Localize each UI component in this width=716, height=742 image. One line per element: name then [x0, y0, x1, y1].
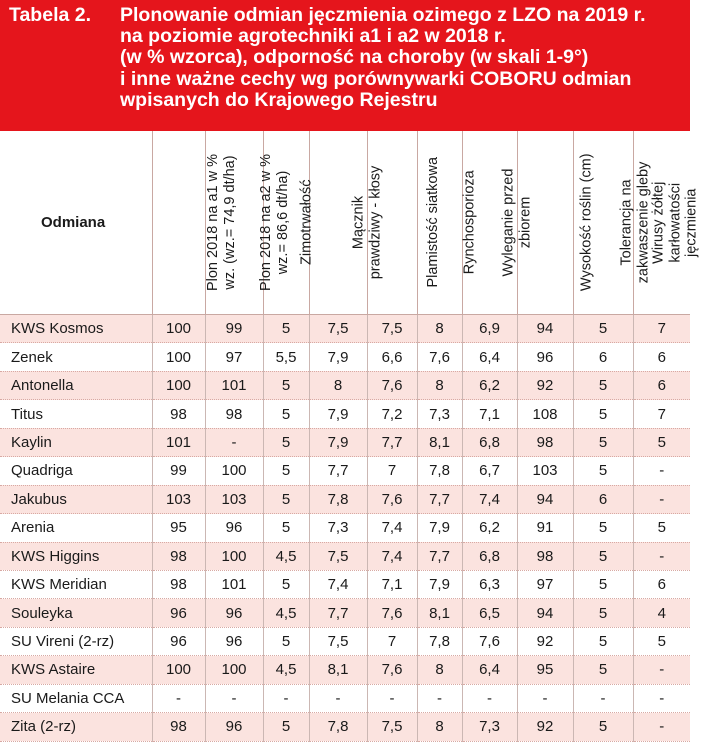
table-cell: 4 [633, 599, 690, 627]
table-cell: - [517, 684, 573, 712]
variety-name: SU Melania CCA [0, 684, 152, 712]
table-row [0, 371, 690, 399]
table-cell: 95 [517, 656, 573, 684]
table-row [0, 656, 690, 684]
table-cell: 100 [205, 542, 263, 570]
table-cell: 98 [152, 400, 205, 428]
table-cell: 7,2 [367, 400, 417, 428]
table-cell: 7,9 [309, 428, 367, 456]
table-cell: 5 [263, 570, 309, 598]
table-cell: 7,9 [309, 400, 367, 428]
caption-line-2: na poziomie agrotechniki a1 i a2 w 2018 r. [120, 25, 506, 48]
table-caption [0, 0, 690, 131]
table-cell: 5 [263, 514, 309, 542]
column-header-line: Plon 2018 na a2 w % [257, 153, 274, 292]
variety-name: Antonella [0, 371, 152, 399]
table-cell: 94 [517, 315, 573, 343]
caption-line-1: Plonowanie odmian jęczmienia ozimego z LZO na 2019 r. [120, 4, 646, 26]
column-header-line: Mącznik [349, 195, 366, 250]
table-cell: 98 [152, 570, 205, 598]
table-cell: - [417, 684, 462, 712]
table-cell: 5 [573, 400, 633, 428]
table-cell: 7 [367, 627, 417, 655]
table-cell: 95 [152, 514, 205, 542]
table-cell: 5 [573, 315, 633, 343]
table-cell: 6 [633, 343, 690, 371]
table-cell: 94 [517, 485, 573, 513]
table-cell: 7,7 [309, 599, 367, 627]
table-cell: 7,4 [367, 542, 417, 570]
table-cell: 8 [417, 656, 462, 684]
variety-name: KWS Kosmos [0, 315, 152, 343]
table-cell: 7,5 [367, 315, 417, 343]
column-header [309, 131, 383, 315]
caption-first-line [9, 5, 682, 26]
table-cell: 5 [573, 514, 633, 542]
column-header-text [578, 154, 595, 292]
table-cell: 7,8 [309, 485, 367, 513]
table-row [0, 343, 690, 371]
table-cell: 96 [205, 627, 263, 655]
table-cell: 7,7 [309, 457, 367, 485]
table-cell: 98 [517, 542, 573, 570]
table-row [0, 713, 690, 741]
variety-name: Kaylin [0, 428, 152, 456]
table-cell: - [633, 684, 690, 712]
table-cell: 6,2 [462, 514, 517, 542]
table-cell: 99 [152, 457, 205, 485]
table-cell: - [573, 684, 633, 712]
table-cell: 100 [152, 315, 205, 343]
table-cell: 4,5 [263, 542, 309, 570]
column-header-text [350, 166, 383, 280]
column-header-line: jęczmienia [682, 188, 699, 257]
header-row [0, 131, 690, 315]
table-cell: - [633, 656, 690, 684]
table-cell: 5 [573, 627, 633, 655]
table-row [0, 684, 690, 712]
table-cell: 7,6 [462, 627, 517, 655]
variety-name: KWS Astaire [0, 656, 152, 684]
table-cell: 6,6 [367, 343, 417, 371]
variety-name: Arenia [0, 514, 152, 542]
table-cell: 7,7 [417, 542, 462, 570]
column-header-text [205, 154, 238, 291]
table-cell: 98 [517, 428, 573, 456]
table-cell: 7,1 [367, 570, 417, 598]
table-cell: 5 [263, 713, 309, 741]
table-cell: 7,3 [417, 400, 462, 428]
variety-name: KWS Higgins [0, 542, 152, 570]
table-cell: 7,6 [367, 656, 417, 684]
column-header-line: Wyleganie przed [499, 168, 516, 277]
column-header-line: Zimotrwałość [297, 179, 314, 266]
table-cell: 7,5 [309, 627, 367, 655]
table-cell: - [367, 684, 417, 712]
column-header-text [425, 157, 442, 288]
table-cell: 5,5 [263, 343, 309, 371]
table-cell: 7,4 [309, 570, 367, 598]
variety-name: Titus [0, 400, 152, 428]
column-header-text [461, 171, 478, 275]
table-cell: 4,5 [263, 599, 309, 627]
table-cell: 5 [573, 713, 633, 741]
table-cell: 8,1 [309, 656, 367, 684]
table-cell: 5 [573, 428, 633, 456]
table-cell: - [263, 684, 309, 712]
table-cell: 7,1 [462, 400, 517, 428]
table-cell: 91 [517, 514, 573, 542]
table-cell: 5 [263, 400, 309, 428]
table-cell: 100 [152, 371, 205, 399]
column-header-line: Wirusy żółtej [649, 181, 666, 264]
variety-name: Quadriga [0, 457, 152, 485]
table-row [0, 315, 690, 343]
table-cell: 5 [633, 627, 690, 655]
table-cell: 5 [263, 315, 309, 343]
table-cell: 98 [152, 542, 205, 570]
table-row [0, 570, 690, 598]
variety-name: KWS Meridian [0, 570, 152, 598]
table-cell: 92 [517, 627, 573, 655]
table-cell: 100 [205, 457, 263, 485]
variety-name: SU Vireni (2-rz) [0, 627, 152, 655]
table-cell: - [633, 542, 690, 570]
table-cell: 5 [573, 570, 633, 598]
column-header-text [258, 154, 291, 291]
table-cell: 7,3 [309, 514, 367, 542]
table-cell: 94 [517, 599, 573, 627]
table-cell: 7,9 [417, 570, 462, 598]
table-cell: 4,5 [263, 656, 309, 684]
table-body [0, 315, 690, 742]
table-cell: 6,3 [462, 570, 517, 598]
column-header-line: zbiorem [516, 196, 533, 249]
table-cell: 101 [152, 428, 205, 456]
table-cell: 97 [517, 570, 573, 598]
column-header-line: karłowatości [666, 182, 683, 263]
table-cell: 96 [152, 599, 205, 627]
table-cell: 7,8 [417, 627, 462, 655]
table-cell: 96 [152, 627, 205, 655]
table-cell: 8 [417, 315, 462, 343]
table-cell: 6,2 [462, 371, 517, 399]
column-header-line: prawdziwy - kłosy [366, 165, 383, 280]
variety-name: Zenek [0, 343, 152, 371]
caption-line-5: wpisanych do Krajowego Rejestru [120, 88, 438, 111]
table-row [0, 457, 690, 485]
table-cell: 6 [633, 570, 690, 598]
variety-name: Zita (2-rz) [0, 713, 152, 741]
column-header-text [298, 180, 315, 265]
table-cell: 5 [633, 514, 690, 542]
table-cell: - [633, 457, 690, 485]
table-row [0, 599, 690, 627]
table-cell: 7,7 [367, 428, 417, 456]
table-cell: 7,8 [309, 713, 367, 741]
table-cell: 5 [573, 656, 633, 684]
table-cell: 7,9 [417, 514, 462, 542]
table-row [0, 542, 690, 570]
column-header-line: Rynchosporioza [461, 170, 478, 275]
table-cell: 100 [152, 656, 205, 684]
column-header-text [618, 162, 651, 284]
table-cell: - [633, 485, 690, 513]
table-row [0, 400, 690, 428]
table-cell: - [152, 684, 205, 712]
table-cell: 5 [263, 428, 309, 456]
table-cell: 6,8 [462, 542, 517, 570]
variety-name: Jakubus [0, 485, 152, 513]
table-cell: 92 [517, 371, 573, 399]
table-cell: 5 [573, 542, 633, 570]
table-cell: 96 [517, 343, 573, 371]
table-cell: 7,5 [309, 315, 367, 343]
caption-line-3: (w % wzorca), odporność na choroby (w skali 1-9°) [120, 46, 589, 69]
variety-name: Souleyka [0, 599, 152, 627]
table-cell: 7,4 [462, 485, 517, 513]
table-cell: 7,6 [367, 485, 417, 513]
table-cell: 6 [573, 485, 633, 513]
caption-line-4: i inne ważne cechy wg porównywarki COBORU odmian [120, 67, 632, 90]
table-cell: 7,3 [462, 713, 517, 741]
table-cell: - [462, 684, 517, 712]
table-cell: 7,6 [367, 371, 417, 399]
table-cell: 6,8 [462, 428, 517, 456]
table-cell: 5 [573, 371, 633, 399]
column-header-line: wz. (wz.= 74,9 dt/ha) [221, 155, 238, 290]
table-cell: 7,6 [367, 599, 417, 627]
table-cell: - [205, 428, 263, 456]
table-cell: 7 [633, 315, 690, 343]
table-cell: 96 [205, 713, 263, 741]
caption-label: Tabela 2. [9, 4, 92, 26]
table-cell: 103 [205, 485, 263, 513]
table-cell: 6 [573, 343, 633, 371]
table-cell: 5 [573, 599, 633, 627]
table-cell: 100 [205, 656, 263, 684]
table-cell: - [309, 684, 367, 712]
header-odmiana: Odmiana [0, 131, 152, 315]
table-cell: 7,5 [367, 713, 417, 741]
table-cell: 5 [573, 457, 633, 485]
table-cell: 100 [152, 343, 205, 371]
table-cell: 101 [205, 371, 263, 399]
table-cell: 7,4 [367, 514, 417, 542]
table-row [0, 514, 690, 542]
table-cell: 7,9 [309, 343, 367, 371]
table-cell: 6,9 [462, 315, 517, 343]
column-header [152, 131, 238, 315]
table-cell: 6,7 [462, 457, 517, 485]
table-cell: 8,1 [417, 428, 462, 456]
table-cell: 7,7 [417, 485, 462, 513]
table-cell: - [633, 713, 690, 741]
table-cell: 6 [633, 371, 690, 399]
column-header-line: Tolerancja na [617, 179, 634, 266]
column-header-line: zakwaszenie gleby [634, 161, 651, 284]
table-row [0, 485, 690, 513]
table-cell: 7,8 [417, 457, 462, 485]
table-cell: 5 [263, 457, 309, 485]
column-header-line: wz.= 86,6 dt/ha) [274, 170, 291, 275]
table-cell: 98 [205, 400, 263, 428]
column-header-line: Wysokość roślin (cm) [578, 153, 595, 292]
column-header-line: Plamistość siatkowa [424, 157, 441, 288]
column-header-text [500, 169, 533, 277]
column-header-text [650, 181, 700, 263]
table-cell: 92 [517, 713, 573, 741]
table-cell: 98 [152, 713, 205, 741]
table-cell: 8,1 [417, 599, 462, 627]
table-cell: 8 [309, 371, 367, 399]
table-cell: 108 [517, 400, 573, 428]
table-row [0, 627, 690, 655]
table-cell: 5 [633, 428, 690, 456]
table-cell: 97 [205, 343, 263, 371]
table-cell: 6,4 [462, 656, 517, 684]
table-cell: 6,4 [462, 343, 517, 371]
table-cell: 8 [417, 713, 462, 741]
table-cell: 7 [633, 400, 690, 428]
table-cell: 6,5 [462, 599, 517, 627]
column-header-line: Plon 2018 na a1 w % [204, 153, 221, 292]
table-cell: 103 [517, 457, 573, 485]
table-cell: 99 [205, 315, 263, 343]
table-cell: 96 [205, 599, 263, 627]
varieties-table [0, 131, 699, 742]
table-row [0, 428, 690, 456]
table-cell: 7,6 [417, 343, 462, 371]
table-cell: 103 [152, 485, 205, 513]
table-cell: 5 [263, 627, 309, 655]
table-cell: 8 [417, 371, 462, 399]
table-cell: 96 [205, 514, 263, 542]
table-cell: 7,5 [309, 542, 367, 570]
table-cell: 101 [205, 570, 263, 598]
table-cell: 5 [263, 485, 309, 513]
table-cell: - [205, 684, 263, 712]
table-cell: 5 [263, 371, 309, 399]
table-cell: 7 [367, 457, 417, 485]
